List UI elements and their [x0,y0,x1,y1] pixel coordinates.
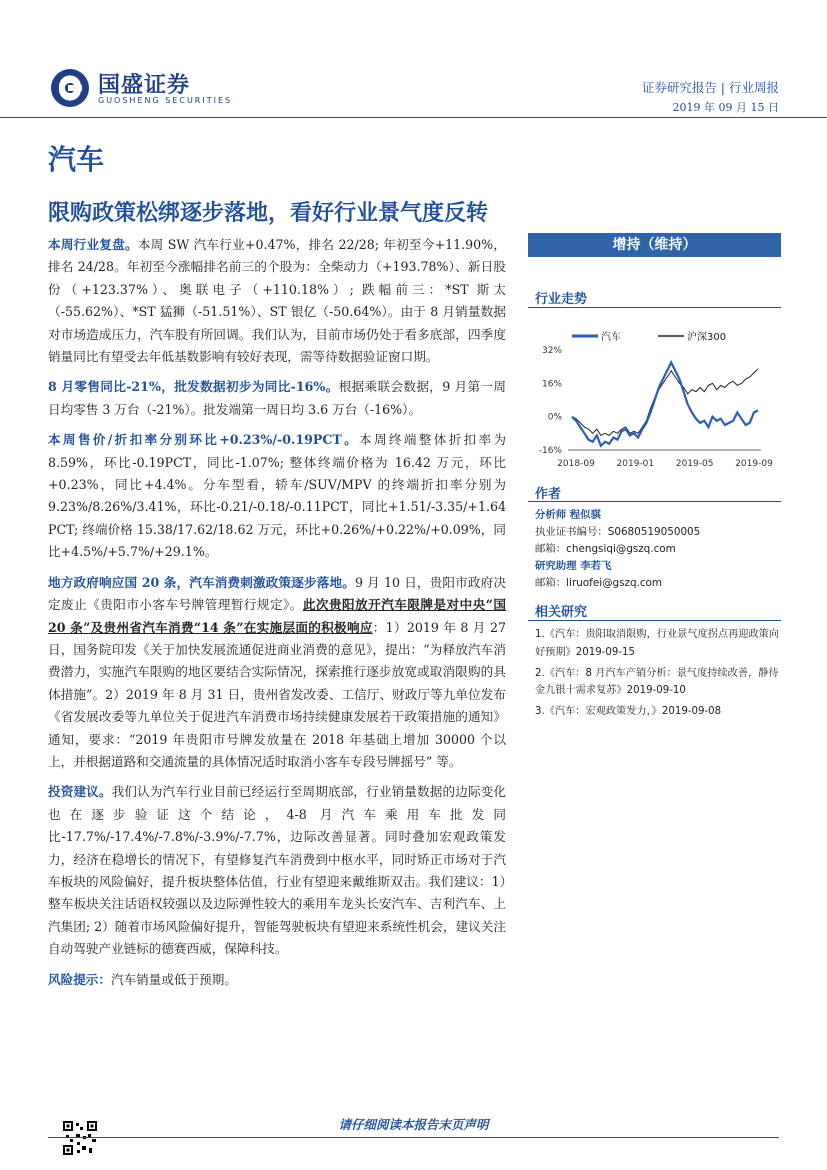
related-title: 相关研究 [535,605,588,620]
lead-review: 本周行业复盘。 [48,237,138,252]
legend-label-auto: 汽车 [601,332,621,343]
analyst-email[interactable]: 邮箱：chengsiqi@gszq.com [535,543,676,555]
lead-price: 本周售价/折扣率分别环比+0.23%/-0.19PCT。 [48,432,360,448]
body-review: 本周 SW 汽车行业+0.47%，排名 22/28; 年初至今+11.90%，排名 24/28。年初至今涨幅排名前三的个股为：全柴动力（+193.78%）、新日股份（+123.37%）、奥联电子（+110.18%）; 跌幅前三：*ST 斯太（-55.62%）、*ST 猛狮（-51.51%）、ST 银亿（-50.64%）。由于 8 月销量数据对市场造成压力，汽车股有所回调。我们认为，目前市场仍处于看多底部，四季度销量同比有望受去年低基数影响有较好表现，需等待数据验证窗口期。 [48,237,506,365]
analyst-name: 分析师 程似骐 [535,509,601,521]
body-price: 本周终端整体折扣率为 8.59%，环比-0.19PCT，同比-1.07%; 整体终端价格为 16.42 万元，环比+0.23%，同比+4.4%。分车型看，轿车/SUV/MPV 的终端折扣率分别为 9.23%/8.26%/3.41%，环比-0.21/-0.18/-0.11PCT，同比+1.51/-3.35/+1.64 PCT; 终端价格 15.38/17.62/18.62 万元，环比+0.26%/+0.22%/+0.09%，同比+4.5%/+5.7%/+29.1%。 [48,432,507,560]
report-date: 2019 年 09 月 15 日 [672,101,779,114]
body-advice: 我们认为汽车行业目前已经运行至周期底部，行业销量数据的边际变化也在逐步验证这个结论，4-8 月汽车乘用车批发同比-17.7%/-17.4%/-7.8%/-3.9%/-7.7%，边际改善显著。同时叠加宏观政策发力，经济在稳增长的情况下，有望修复汽车消费到中枢水平，同时矫正市场对于汽车板块的风险偏好，提升板块整体估值，行业有望迎来戴维斯双击。我们建议：1）整车板块关注话语权较强以及边际弹性较大的乘用车龙头长安汽车、吉利汽车、上汽集团; 2）随着市场风险偏好提升，智能驾驶板块有望迎来系统性机会，建议关注自动驾驶产业链标的德赛西威，保障科技。 [48,784,507,957]
assistant-name: 研究助理 李若飞 [535,560,612,572]
footer-disclaimer: 请仔细阅读本报告末页声明 [338,1117,489,1132]
x-tick-label: 2019-01 [616,459,655,469]
body-sales: 根据乘联会数据，9 月第一周日均零售 3 万台（-21%）。批发端第一周日均 3.6 万台（-16%）。 [48,379,506,417]
lead-policy: 地方政府响应国 20 条，汽车消费刺激政策逐步落地。 [48,574,355,590]
main-body [48,234,506,999]
paragraph-price [48,429,506,563]
y-tick-label: 32% [541,346,562,356]
x-ticks [557,459,773,469]
trend-divider [528,307,781,308]
policy-underline: 此次贵阳放开汽车限牌是对中央“国 20 条”及贵州省汽车消费“14 条”在实施层面的积极响应 [48,597,506,635]
related-item[interactable]: 2.《汽车：8 月汽车产销分析：景气度持续改善，静待金九银十需求复苏》2019-09-10 [535,667,779,696]
paragraph-review [48,234,506,368]
author-info [535,507,785,592]
x-tick-label: 2019-09 [735,459,773,469]
industry-trend-chart [528,322,781,472]
legend-label-hs300: 沪深300 [687,332,727,343]
rating-badge: 增持（维持） [528,233,781,257]
y-ticks [539,346,563,456]
related-item[interactable]: 1.《汽车：贵阳取消限购，行业景气度拐点再迎政策向好预期》2019-09-15 [535,629,780,658]
y-tick-label: -16% [538,446,562,456]
related-item[interactable]: 3.《汽车：宏观政策发力，》2019-09-08 [535,706,722,717]
assistant-email[interactable]: 邮箱：liruofei@gszq.com [535,577,663,589]
logo-icon [50,68,90,108]
author-title: 作者 [535,487,562,502]
lead-risk: 风险提示： [48,971,111,987]
series-line-hs300 [572,369,758,436]
logo-subtitle: GUOSHENG SECURITIES [98,96,233,105]
related-divider [528,620,781,621]
paragraph-advice [48,781,506,960]
report-type: 证券研究报告 | 行业周报 [641,80,779,95]
body-policy-2: ：1）2019 年 8 月 27 日，国务院印发《关于加快发展流通促进商业消费的意见》，提出：“为释放汽车消费潜力，实施汽车限购的地区要结合实际情况，探索推行逐步放宽或取消限购的具体措施”。2）2019 年 8 月 31 日，贵州省发改委、工信厅、财政厅等九单位发布《省发展改委等九单位关于促进汽车消费市场持续健康发展若干政策措施的通知》通知，要求：“2019 年贵阳市号牌发放量在 2018 年基础上增加 30000 个以上，并根据道路和交通流量的具体情况适时取消小客车专段号牌摇号” 等。 [48,619,506,769]
body-risk: 汽车销量或低于预期。 [110,971,237,987]
header-divider [0,117,827,118]
x-tick-label: 2018-09 [557,459,595,469]
industry-title: 汽车 [48,143,105,176]
lead-sales: 8 月零售同比-21%，批发数据初步为同比-16%。 [48,379,339,395]
logo-text: 国盛证券 [98,73,191,98]
report-title: 限购政策松绑逐步落地，看好行业景气度反转 [48,201,489,226]
author-divider [528,501,781,502]
paragraph-policy [48,572,506,774]
body-policy-1: 9 月 10 日，贵阳市政府决定废止《贵阳市小客车号牌管理暂行规定》。 [48,574,506,613]
y-tick-label: 0% [547,412,562,423]
cert-number: 执业证书编号：S0680519050005 [535,526,701,538]
paragraph-sales [48,376,506,421]
x-tick-label: 2019-05 [675,459,714,469]
lead-advice: 投资建议。 [48,784,112,800]
trend-title: 行业走势 [535,292,588,307]
related-research-list [535,626,785,724]
footer-divider [48,1137,779,1138]
y-tick-label: 16% [541,379,562,390]
paragraph-risk [48,969,506,991]
